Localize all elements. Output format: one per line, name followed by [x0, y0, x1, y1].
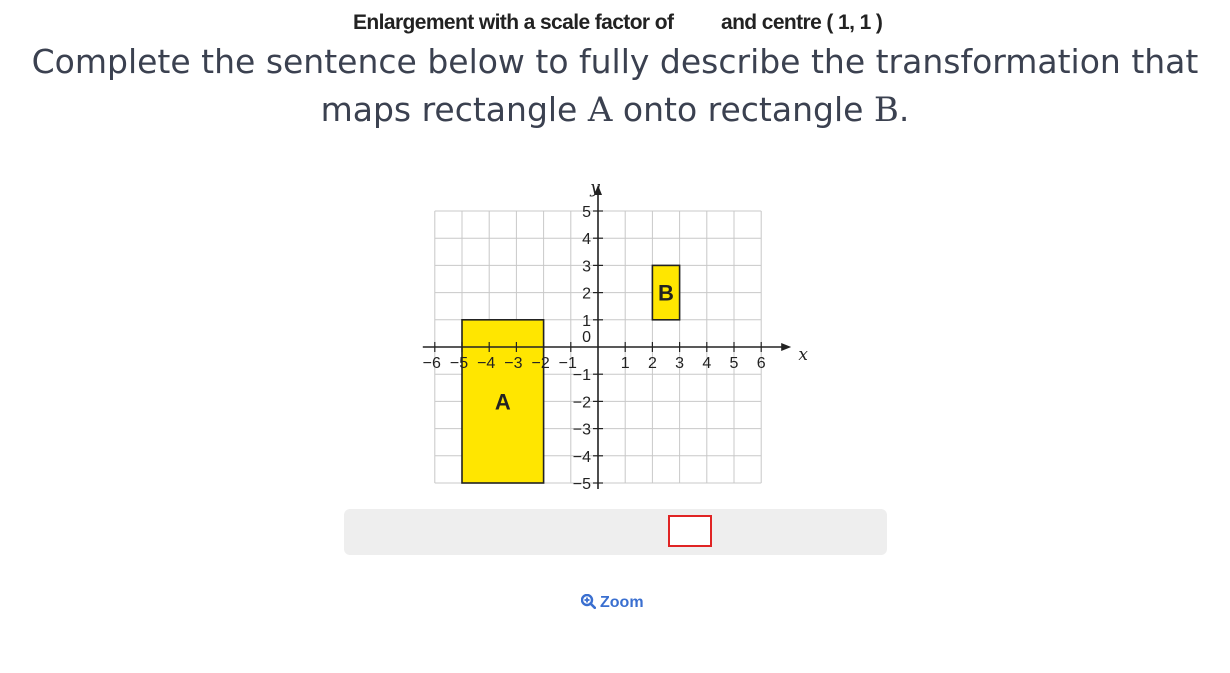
- rectangle-b-label: B: [658, 280, 674, 306]
- x-tick-label: 5: [729, 355, 739, 372]
- y-tick-label: 1: [582, 312, 591, 330]
- y-tick-label: −3: [572, 421, 591, 439]
- question-line-1: [0, 38, 1230, 86]
- shape-a-symbol: A: [587, 90, 613, 130]
- x-axis-label: x: [798, 345, 808, 365]
- x-tick-label: −1: [558, 355, 577, 372]
- y-tick-label: 2: [582, 285, 591, 303]
- question-part-4: .: [898, 90, 910, 129]
- x-tick-label: 6: [756, 355, 766, 372]
- y-tick-label: −2: [572, 394, 591, 412]
- x-tick-label: 1: [620, 355, 630, 372]
- sentence-after-text: and centre ( 1, 1 ): [721, 11, 883, 34]
- question-line-2: [0, 86, 1230, 134]
- coordinate-grid-figure: [420, 175, 820, 495]
- answer-sentence: [344, 509, 887, 555]
- rectangle-a-label: A: [494, 389, 511, 415]
- zoom-label: Zoom: [600, 594, 644, 611]
- question-text: [0, 38, 1230, 134]
- zoom-button[interactable]: [581, 594, 644, 612]
- origin-label: 0: [582, 329, 591, 346]
- y-axis-label: y: [590, 178, 600, 198]
- coordinate-grid: [420, 175, 820, 495]
- question-part-3: onto rectangle: [612, 90, 874, 129]
- zoom-in-icon: [581, 594, 596, 609]
- y-tick-label: 5: [582, 204, 591, 221]
- x-tick-label: −2: [531, 355, 550, 372]
- x-axis-arrow: [781, 343, 791, 351]
- scale-factor-input[interactable]: [668, 515, 712, 547]
- x-tick-label: −5: [449, 355, 469, 372]
- y-tick-label: −1: [572, 367, 591, 385]
- x-tick-label: 2: [647, 355, 657, 372]
- y-tick-label: 4: [582, 231, 591, 249]
- y-tick-label: −5: [572, 476, 591, 493]
- x-tick-label: −4: [477, 355, 496, 372]
- x-tick-label: 3: [675, 355, 685, 372]
- x-tick-label: −6: [422, 355, 441, 372]
- question-part-2: maps rectangle: [320, 90, 588, 129]
- x-tick-label: 4: [702, 355, 712, 372]
- y-tick-label: 3: [582, 258, 591, 276]
- shape-b-symbol: B: [873, 90, 899, 130]
- sentence-before-text: Enlargement with a scale factor of: [353, 11, 674, 34]
- x-tick-label: −3: [504, 355, 523, 372]
- question-part-1: Complete the sentence below to fully describe the transformation that: [31, 42, 1199, 81]
- y-tick-label: −4: [572, 448, 591, 466]
